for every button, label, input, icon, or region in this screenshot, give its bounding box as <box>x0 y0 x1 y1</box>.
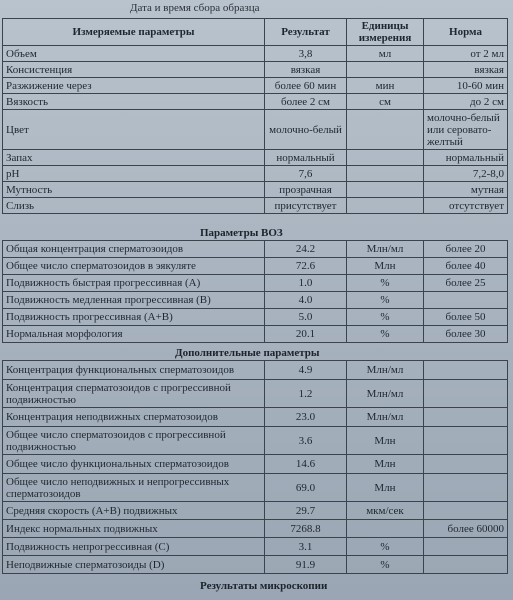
unit-cell: % <box>347 275 424 292</box>
table-row <box>3 258 508 275</box>
param-cell: Подвижность непрогрессивная (С) <box>3 538 265 556</box>
result-cell: 72.6 <box>265 258 347 275</box>
param-cell: Общее число функциональных сперматозоидов <box>3 455 265 474</box>
table-row <box>3 46 508 62</box>
unit-cell: % <box>347 556 424 574</box>
param-cell: Общее число неподвижных и непрогрессивных сперматозоидов <box>3 474 265 502</box>
unit-cell <box>347 110 424 150</box>
norm-cell: от 2 мл <box>424 46 508 62</box>
unit-cell <box>347 182 424 198</box>
result-cell: 29.7 <box>265 502 347 520</box>
norm-cell: 10-60 мин <box>424 78 508 94</box>
result-cell: 5.0 <box>265 309 347 326</box>
param-cell: Общее число сперматозоидов с прогрессивной подвижностью <box>3 427 265 455</box>
unit-cell: % <box>347 309 424 326</box>
result-cell: прозрачная <box>265 182 347 198</box>
norm-cell: более 25 <box>424 275 508 292</box>
table-row <box>3 182 508 198</box>
param-cell: Объем <box>3 46 265 62</box>
param-cell: Мутность <box>3 182 265 198</box>
norm-cell <box>424 292 508 309</box>
table-row <box>3 150 508 166</box>
param-cell: Нормальная морфология <box>3 326 265 343</box>
norm-cell <box>424 380 508 408</box>
norm-cell: более 30 <box>424 326 508 343</box>
table-row <box>3 538 508 556</box>
table-row <box>3 380 508 408</box>
param-cell: Подвижность быстрая прогрессивная (А) <box>3 275 265 292</box>
result-cell: присутствует <box>265 198 347 214</box>
result-cell: нормальный <box>265 150 347 166</box>
col-header-norm: Норма <box>424 19 508 46</box>
param-cell: Подвижность медленная прогрессивная (В) <box>3 292 265 309</box>
norm-cell: более 40 <box>424 258 508 275</box>
result-cell: 3.6 <box>265 427 347 455</box>
norm-cell: вязкая <box>424 62 508 78</box>
param-cell: Вязкость <box>3 94 265 110</box>
table-row <box>3 166 508 182</box>
table-row <box>3 309 508 326</box>
norm-cell: мутная <box>424 182 508 198</box>
who-parameters-table <box>2 240 508 343</box>
unit-cell <box>347 520 424 538</box>
unit-cell: Млн <box>347 258 424 275</box>
col-header-parameter: Измеряемые параметры <box>3 19 265 46</box>
unit-cell: мл <box>347 46 424 62</box>
norm-cell <box>424 408 508 427</box>
section-title-microscopy: Результаты микроскопии <box>200 580 328 592</box>
param-cell: Общая концентрация сперматозоидов <box>3 241 265 258</box>
unit-cell: Млн <box>347 427 424 455</box>
basic-parameters-table <box>2 18 508 214</box>
table-row <box>3 408 508 427</box>
param-cell: Неподвижные сперматозоиды (D) <box>3 556 265 574</box>
norm-cell: отсутствует <box>424 198 508 214</box>
unit-cell: Млн <box>347 474 424 502</box>
table-row <box>3 361 508 380</box>
unit-cell: Млн <box>347 455 424 474</box>
unit-cell: Млн/мл <box>347 361 424 380</box>
table-row <box>3 110 508 150</box>
result-cell: 1.0 <box>265 275 347 292</box>
norm-cell <box>424 502 508 520</box>
table-row <box>3 198 508 214</box>
unit-cell: Млн/мл <box>347 408 424 427</box>
result-cell: 3.1 <box>265 538 347 556</box>
param-cell: Цвет <box>3 110 265 150</box>
param-cell: Разжижение через <box>3 78 265 94</box>
result-cell: молочно-белый <box>265 110 347 150</box>
norm-cell <box>424 556 508 574</box>
result-cell: 14.6 <box>265 455 347 474</box>
result-cell: вязкая <box>265 62 347 78</box>
table-row <box>3 502 508 520</box>
param-cell: pH <box>3 166 265 182</box>
param-cell: Средняя скорость (А+В) подвижных <box>3 502 265 520</box>
norm-cell: более 60000 <box>424 520 508 538</box>
unit-cell: % <box>347 326 424 343</box>
unit-cell <box>347 62 424 78</box>
norm-cell <box>424 455 508 474</box>
result-cell: более 60 мин <box>265 78 347 94</box>
param-cell: Консистенция <box>3 62 265 78</box>
table-row <box>3 455 508 474</box>
param-cell: Индекс нормальных подвижных <box>3 520 265 538</box>
norm-cell: нормальный <box>424 150 508 166</box>
result-cell: 4.9 <box>265 361 347 380</box>
param-cell: Концентрация сперматозоидов с прогрессивной подвижностью <box>3 380 265 408</box>
norm-cell: 7,2-8,0 <box>424 166 508 182</box>
unit-cell <box>347 166 424 182</box>
unit-cell: мкм/сек <box>347 502 424 520</box>
unit-cell: мин <box>347 78 424 94</box>
norm-cell <box>424 427 508 455</box>
table-row <box>3 474 508 502</box>
unit-cell: Млн/мл <box>347 241 424 258</box>
result-cell: 23.0 <box>265 408 347 427</box>
norm-cell: до 2 см <box>424 94 508 110</box>
result-cell: 7,6 <box>265 166 347 182</box>
result-cell: 69.0 <box>265 474 347 502</box>
unit-cell: см <box>347 94 424 110</box>
unit-cell: Млн/мл <box>347 380 424 408</box>
norm-cell: более 50 <box>424 309 508 326</box>
result-cell: 1.2 <box>265 380 347 408</box>
table-row <box>3 275 508 292</box>
param-cell: Общее число сперматозоидов в эякуляте <box>3 258 265 275</box>
unit-cell <box>347 198 424 214</box>
param-cell: Концентрация функциональных сперматозоидов <box>3 361 265 380</box>
unit-cell <box>347 150 424 166</box>
table-row <box>3 241 508 258</box>
section-title-who: Параметры ВОЗ <box>200 227 283 239</box>
norm-cell <box>424 538 508 556</box>
param-cell: Концентрация неподвижных сперматозоидов <box>3 408 265 427</box>
additional-parameters-table <box>2 360 508 574</box>
table-row <box>3 326 508 343</box>
param-cell: Подвижность прогрессивная (А+В) <box>3 309 265 326</box>
col-header-unit: Единицы измерения <box>347 19 424 46</box>
norm-cell: более 20 <box>424 241 508 258</box>
table-row <box>3 78 508 94</box>
unit-cell: % <box>347 292 424 309</box>
result-cell: более 2 см <box>265 94 347 110</box>
result-cell: 7268.8 <box>265 520 347 538</box>
table-row <box>3 292 508 309</box>
sample-date-label: Дата и время сбора образца <box>130 2 260 14</box>
param-cell: Запах <box>3 150 265 166</box>
result-cell: 24.2 <box>265 241 347 258</box>
norm-cell: молочно-белый или серовато-желтый <box>424 110 508 150</box>
table-row <box>3 556 508 574</box>
result-cell: 3,8 <box>265 46 347 62</box>
result-cell: 4.0 <box>265 292 347 309</box>
result-cell: 20.1 <box>265 326 347 343</box>
param-cell: Слизь <box>3 198 265 214</box>
table-row <box>3 62 508 78</box>
result-cell: 91.9 <box>265 556 347 574</box>
unit-cell: % <box>347 538 424 556</box>
norm-cell <box>424 474 508 502</box>
table-row <box>3 427 508 455</box>
table-row <box>3 94 508 110</box>
section-title-extra: Дополнительные параметры <box>175 347 320 359</box>
norm-cell <box>424 361 508 380</box>
table-row <box>3 520 508 538</box>
col-header-result: Результат <box>265 19 347 46</box>
